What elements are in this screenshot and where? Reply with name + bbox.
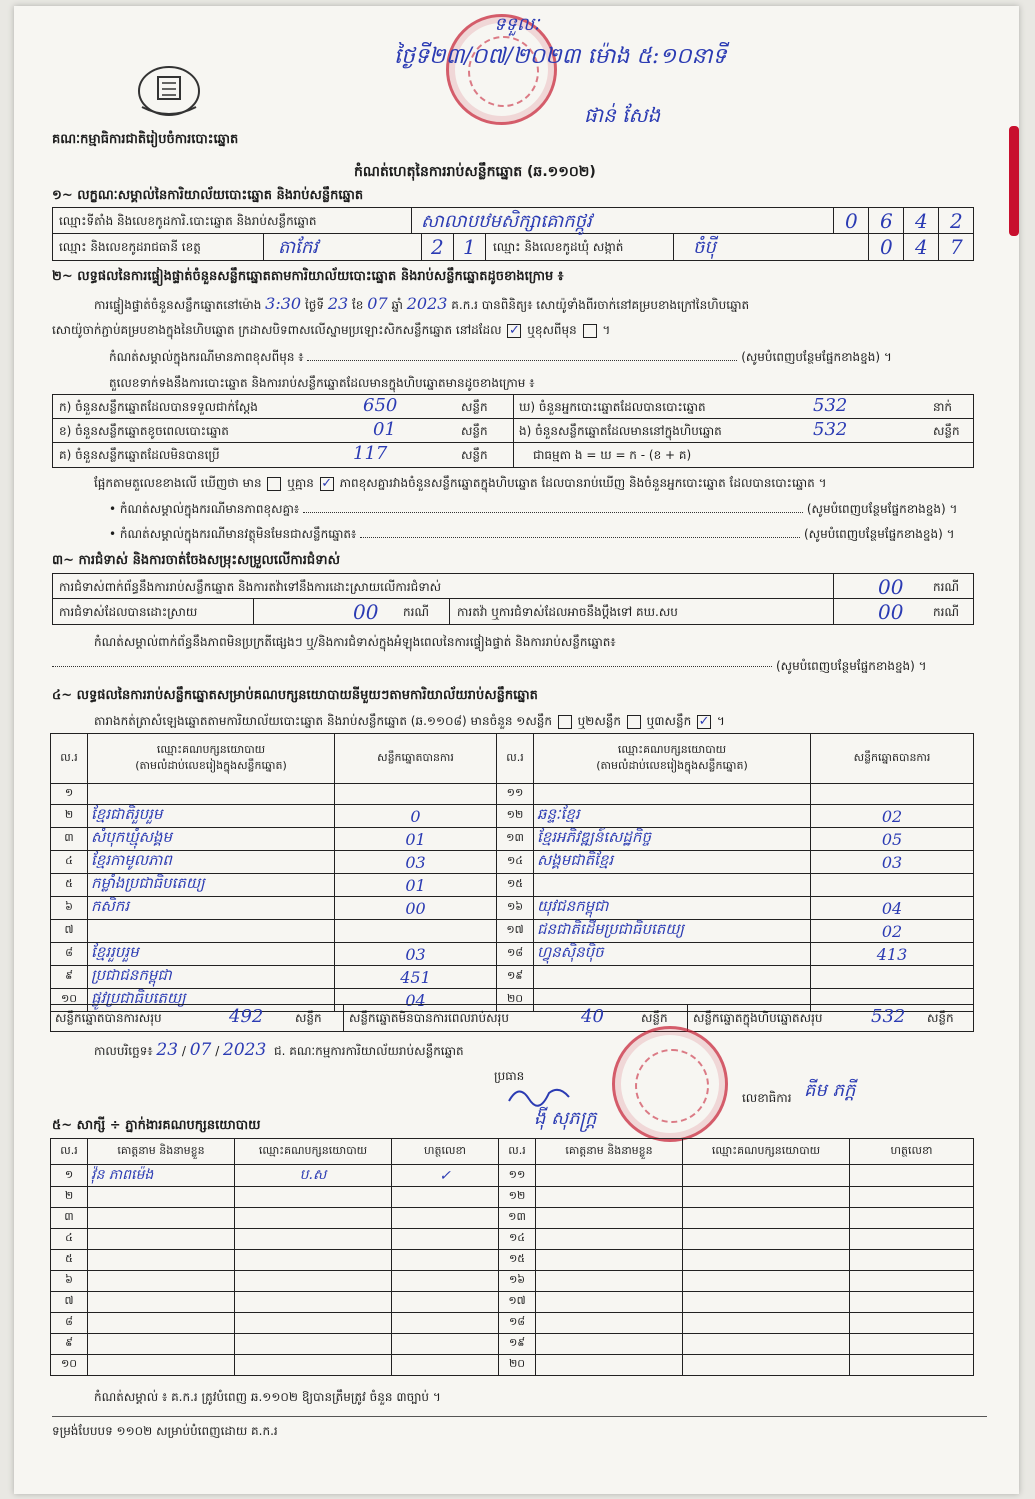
location-code-2: 6 — [880, 209, 893, 233]
party-votes: 02 — [811, 920, 974, 943]
object-bullet — [109, 526, 989, 544]
witness-no: ១២ — [499, 1187, 536, 1208]
witness-no: ១៣ — [499, 1208, 536, 1229]
province-code-1: 2 — [431, 235, 444, 259]
location-value: សាលាបឋមសិក្សាគោកថ្កូវ — [421, 211, 592, 232]
voters-label: ឃ) ចំនួនអ្នកបោះឆ្នោតដែលបានបោះឆ្នោត — [519, 400, 706, 414]
witness-party — [683, 1208, 850, 1229]
witness-no: ៨ — [51, 1313, 88, 1334]
diff-note-label: កំណត់សម្គាល់ក្នុងករណីមានភាពខុសពីមុន ៖ — [109, 350, 304, 364]
commune-value: ចំប៉ី — [693, 237, 716, 258]
witness-signature — [850, 1229, 974, 1250]
witness-name — [536, 1250, 683, 1271]
total-valid-unit: សន្លឹក — [295, 1011, 322, 1025]
col-no-right: ល.រ — [497, 734, 534, 784]
party-votes: 03 — [811, 851, 974, 874]
party-name — [534, 874, 811, 897]
chair-name: ង៉ី សុភក្រ្ត — [534, 1108, 597, 1129]
w-col-sign-right: ហត្ថលេខា — [850, 1139, 974, 1165]
party-name: ខ្មែរអភិវឌ្ឍន៍សេដ្ឋកិច្ច — [534, 828, 811, 851]
secretary-name: គីម ភក្តី — [804, 1080, 856, 1101]
col-party-right-title: ឈ្មោះគណបក្សនយោបាយ — [617, 742, 727, 756]
party-name: កម្លាំងប្រជាធិបតេយ្យ — [88, 874, 335, 897]
check-year-label: ឆ្នាំ — [391, 298, 403, 312]
date-label: កាលបរិច្ឆេទ៖ — [94, 1044, 153, 1058]
party-name: យុវជនកម្ពុជា — [534, 897, 811, 920]
check-month: 07 — [367, 294, 388, 313]
party-name — [88, 920, 335, 943]
witness-no: ១០ — [51, 1355, 88, 1376]
party-name: ផ្លូវប្រជាធិបតេយ្យ — [88, 989, 335, 1012]
witness-party — [235, 1229, 392, 1250]
party-name — [534, 784, 811, 805]
witness-no: ២០ — [499, 1355, 536, 1376]
party-rows — [51, 784, 974, 1012]
party-votes — [811, 966, 974, 989]
commune-label: ឈ្មោះ និងលេខកូដឃុំ សង្កាត់ — [493, 240, 624, 254]
party-no: ៣ — [51, 828, 88, 851]
tally-sheets-3: ឬ៣សន្លឹក — [646, 714, 692, 728]
witness-no: ៧ — [51, 1292, 88, 1313]
party-name: ខ្មែរកាមូលភាព — [88, 851, 335, 874]
diff-bullet-fill: (សូមបំពេញបន្ថែមផ្នែកខាងខ្នង) ។ — [806, 502, 958, 516]
table-row — [51, 920, 974, 943]
witness-no: ៣ — [51, 1208, 88, 1229]
figures-intro: តួលេខទាក់ទងនឹងការបោះឆ្នោត និងការរាប់សន្លឹកឆ្នោតដែលមានក្នុងហិបឆ្នោតមានដូចខាងក្រោម ៖ — [109, 376, 535, 390]
check-time: 3:30 — [265, 294, 302, 313]
witness-signature — [850, 1208, 974, 1229]
witness-name — [536, 1165, 683, 1187]
witness-signature — [850, 1313, 974, 1334]
figures-table — [52, 394, 974, 468]
section1-title: ១~ លក្ខណៈសម្គាល់នៃការិយាល័យបោះឆ្នោត និងរាប់សន្លឹកឆ្នោត — [52, 188, 364, 203]
unused-ballots-value: 117 — [353, 443, 388, 464]
party-votes — [811, 874, 974, 897]
objection-count-label: ការជំទាស់ពាក់ព័ន្ធនឹងការរាប់សន្លឹកឆ្នោត និងការតវ៉ាទៅនឹងការដោះស្រាយលើការជំទាស់ — [59, 580, 442, 594]
red-edge-mark — [1009, 126, 1019, 236]
secretary-label: លេខាធិការ — [742, 1091, 792, 1105]
table-row — [51, 1229, 974, 1250]
received-note: ថ្ងៃទី២៣/០៧/២០២៣ ម៉ោង ៥:១០នាទី — [394, 44, 727, 69]
witness-no: ១៩ — [499, 1334, 536, 1355]
appeal-unit: ករណី — [933, 605, 960, 619]
total-invalid-label: សន្លឹកឆ្នោតមិនបានការពេលរាប់សរុប — [349, 1011, 509, 1025]
party-name: ជនជាតិដើមប្រជាធិបតេយ្យ — [534, 920, 811, 943]
witness-signature — [850, 1165, 974, 1187]
party-no: ១១ — [497, 784, 534, 805]
commune-code-1: 0 — [880, 235, 893, 259]
section2-title: ២~ លទ្ធផលនៃការផ្ទៀងផ្ទាត់ចំនួនសន្លឹកឆ្នោតតាមការិយាល័យបោះឆ្នោត និងរាប់សន្លឹកឆ្នោតដូចខាងក្រោម ៖ — [52, 269, 564, 284]
party-votes: 00 — [335, 897, 497, 920]
witness-no: ៦ — [51, 1271, 88, 1292]
col-votes-left: សន្លឹកឆ្នោតបានការ — [335, 734, 497, 784]
party-no: ១៧ — [497, 920, 534, 943]
witness-name — [536, 1229, 683, 1250]
party-no: ២ — [51, 805, 88, 828]
org-name: គណៈកម្មាធិការជាតិរៀបចំការបោះឆ្នោត — [52, 132, 239, 147]
table-row — [51, 897, 974, 920]
date-line: កាលបរិច្ឆេទ៖ 23 / 07 / 2023 ជ. គណៈកម្មការការិយាល័យរាប់សន្លឹកឆ្នោត — [94, 1040, 464, 1060]
w-col-no-right: ល.រ — [499, 1139, 536, 1165]
witness-name — [88, 1313, 235, 1334]
table-row — [51, 1250, 974, 1271]
total-invalid-unit: សន្លឹក — [641, 1011, 668, 1025]
date-year: 2023 — [223, 1040, 267, 1060]
witness-party — [235, 1187, 392, 1208]
objection-count-unit: ករណី — [933, 580, 960, 594]
party-no: ១៥ — [497, 874, 534, 897]
seal-changed-text: ឬខុសពីមុន — [527, 323, 577, 337]
witness-signature: ✓ — [392, 1165, 499, 1187]
col-votes-right: សន្លឹកឆ្នោតបានការ — [811, 734, 974, 784]
appeal-label: ការតវ៉ា ឬការជំទាស់ដែលអាចនឹងប្ដឹងទៅ គឃ.សប — [457, 605, 678, 619]
witness-party — [683, 1250, 850, 1271]
witness-name — [88, 1187, 235, 1208]
resolved-unit: ករណី — [403, 605, 430, 619]
witness-name — [536, 1355, 683, 1376]
witness-party — [683, 1187, 850, 1208]
party-no: ១៨ — [497, 943, 534, 966]
witness-party — [683, 1229, 850, 1250]
witness-signature — [392, 1271, 499, 1292]
voters-value: 532 — [813, 395, 848, 416]
form-id: ទម្រង់បែបបទ ១១០២ សម្រាប់បំពេញដោយ គ.ក.រ — [52, 1424, 278, 1438]
w-col-party-right: ឈ្មោះគណបក្សនយោបាយ — [683, 1139, 850, 1165]
party-name — [88, 784, 335, 805]
party-no: ៩ — [51, 966, 88, 989]
witness-no: ១៧ — [499, 1292, 536, 1313]
witness-no: ១៤ — [499, 1229, 536, 1250]
section1-table — [52, 207, 974, 261]
check-time-label: ការផ្ទៀងផ្ទាត់ចំនួនសន្លឹកឆ្នោតនៅម៉ោង — [94, 298, 262, 312]
irregularity-note: កំណត់សម្គាល់ពាក់ព័ន្ធនឹងភាពមិនប្រក្រតីផ្សេងៗ ឬ/និងការជំទាស់ក្នុងអំឡុងពេលនៃការផ្ទៀងផ្ទាត់ និងការរាប់សន្លឹកឆ្នោត៖ — [94, 635, 616, 649]
date-month: 07 — [189, 1040, 212, 1060]
witness-name — [536, 1292, 683, 1313]
tally-sheets-line: តារាងកត់ត្រាសំឡេងឆ្នោតតាមការិយាល័យបោះឆ្នោត និងរាប់សន្លឹកឆ្នោត (ឆ.១១០៨) មានចំនួន ១សន្លឹក ឬ២សន្លឹក ឬ៣សន្លឹក ✓ ។ — [94, 713, 725, 729]
check-day-label: ថ្ងៃទី — [304, 298, 324, 312]
formula: ជាធម្មតា ង = ឃ = ក - (ខ + គ) — [533, 448, 692, 462]
total-valid-value: 492 — [229, 1006, 264, 1027]
resolved-label: ការជំទាស់ដែលបានដោះស្រាយ — [59, 605, 198, 619]
witness-party — [235, 1208, 392, 1229]
witness-signature — [850, 1355, 974, 1376]
party-no: ៨ — [51, 943, 88, 966]
witness-signature — [850, 1271, 974, 1292]
party-name: សង្គមជាតិខ្មែរ — [534, 851, 811, 874]
witness-signature — [392, 1229, 499, 1250]
tally-sheets-1: តារាងកត់ត្រាសំឡេងឆ្នោតតាមការិយាល័យបោះឆ្នោត និងរាប់សន្លឹកឆ្នោត (ឆ.១១០៨) មានចំនួន ១សន្លឹក — [94, 714, 552, 728]
witness-party: ប.ស — [235, 1165, 392, 1187]
witness-name — [88, 1355, 235, 1376]
w-col-sign-left: ហត្ថលេខា — [392, 1139, 499, 1165]
table-row — [51, 784, 974, 805]
location-code-3: 4 — [915, 209, 928, 233]
party-name: ហ្វុនស៊ិនប៉ិច — [534, 943, 811, 966]
party-name: ឆន្ទៈខ្មែរ — [534, 805, 811, 828]
unused-ballots-unit: សន្លឹក — [461, 448, 488, 462]
col-no-left: ល.រ — [51, 734, 88, 784]
party-votes: 0 — [335, 805, 497, 828]
party-name: សំបុកឃ្មុំសង្គម — [88, 828, 335, 851]
witness-name — [536, 1271, 683, 1292]
location-label: ឈ្មោះទីតាំង និងលេខកូដការិ.បោះឆ្នោត និងរាប់សន្លឹកឆ្នោត — [59, 214, 317, 228]
witness-party — [683, 1165, 850, 1187]
party-name: ខ្មែរជាតិរួបរួម — [88, 805, 335, 828]
witness-party — [235, 1271, 392, 1292]
objection-count-value: 00 — [878, 575, 904, 599]
party-votes: 413 — [811, 943, 974, 966]
spoiled-ballots-unit: សន្លឹក — [461, 424, 488, 438]
party-no: ១២ — [497, 805, 534, 828]
diff-note-fill: (សូមបំពេញបន្ថែមផ្នែកខាងខ្នង) ។ — [741, 350, 892, 364]
party-name: ប្រជាជនកម្ពុជា — [88, 966, 335, 989]
witness-party — [235, 1292, 392, 1313]
witness-party — [235, 1355, 392, 1376]
commune-code-2: 4 — [915, 235, 928, 259]
party-votes: 03 — [335, 851, 497, 874]
check-day: 23 — [327, 294, 349, 313]
received-ballots-unit: សន្លឹក — [461, 400, 488, 414]
witness-no: ១១ — [499, 1165, 536, 1187]
check-line-1 — [94, 294, 749, 315]
w-col-no-left: ល.រ — [51, 1139, 88, 1165]
witness-party — [683, 1334, 850, 1355]
received-ballots-value: 650 — [363, 395, 398, 416]
witness-no: ១៦ — [499, 1271, 536, 1292]
witness-name — [88, 1334, 235, 1355]
witness-signature — [392, 1208, 499, 1229]
table-row — [51, 1187, 974, 1208]
party-results-table — [50, 733, 974, 1012]
diff-bullet-label: • កំណត់សម្គាល់ក្នុងករណីមានភាពខុសគ្នា៖ — [109, 502, 300, 516]
table-row — [51, 851, 974, 874]
resolved-value: 00 — [353, 600, 379, 624]
witness-table — [50, 1138, 974, 1376]
witness-signature — [850, 1250, 974, 1271]
table-row — [51, 966, 974, 989]
party-no: ១៤ — [497, 851, 534, 874]
voters-unit: នាក់ — [933, 400, 953, 414]
witness-no: ៤ — [51, 1229, 88, 1250]
party-votes: 02 — [811, 805, 974, 828]
party-no: ៤ — [51, 851, 88, 874]
unused-ballots-label: គ) ចំនួនសន្លឹកឆ្នោតដែលមិនបានប្រើ — [59, 448, 220, 462]
witness-signature — [392, 1313, 499, 1334]
witness-party — [683, 1313, 850, 1334]
table-row — [51, 1292, 974, 1313]
party-no: ៦ — [51, 897, 88, 920]
ballots-in-box-value: 532 — [813, 419, 848, 440]
witness-name — [536, 1187, 683, 1208]
section5-title: ៥~ សាក្សី ÷ ភ្នាក់ងារគណបក្សនយោបាយ — [52, 1118, 261, 1133]
witness-party — [683, 1355, 850, 1376]
party-no: ១ — [51, 784, 88, 805]
red-seal-committee — [612, 1026, 728, 1142]
total-box-value: 532 — [871, 1006, 906, 1027]
diff-yes-checkbox[interactable] — [267, 477, 281, 491]
col-party-left — [88, 734, 335, 784]
seal-changed-checkbox[interactable] — [583, 324, 597, 338]
check-line-2: សោយ៉ូចាក់ភ្ជាប់គម្របខាងក្នុងនៃហិបឆ្នោត ក្រដាសបិទពាសលើស្នាមប្រឡោះសិកសន្លឹកឆ្នោត នៅដដែល ✓ ឬខុសពីមុន ។ — [52, 322, 611, 338]
irregularity-fill: (សូមបំពេញបន្ថែមផ្នែកខាងខ្នង) ។ — [776, 659, 927, 673]
col-party-left-title: ឈ្មោះគណបក្សនយោបាយ — [156, 742, 266, 756]
total-valid-label: សន្លឹកឆ្នោតបានការសរុប — [55, 1011, 162, 1025]
tally-1-checkbox[interactable] — [558, 715, 572, 729]
diff-note-line — [109, 349, 989, 367]
party-votes — [335, 784, 497, 805]
party-no: ១៦ — [497, 897, 534, 920]
totals-row — [50, 1004, 974, 1032]
witness-party — [683, 1271, 850, 1292]
total-box-label: សន្លឹកឆ្នោតក្នុងហិបឆ្នោតសរុប — [693, 1011, 823, 1025]
party-no: ១៩ — [497, 966, 534, 989]
table-row — [51, 1271, 974, 1292]
party-no: ១០ — [51, 989, 88, 1012]
witness-name — [536, 1334, 683, 1355]
table-row — [51, 1355, 974, 1376]
committee-label: ជ. គណៈកម្មការការិយាល័យរាប់សន្លឹកឆ្នោត — [273, 1044, 464, 1058]
party-votes: 04 — [335, 989, 497, 1012]
party-votes: 03 — [335, 943, 497, 966]
party-votes: 05 — [811, 828, 974, 851]
witness-no: ៥ — [51, 1250, 88, 1271]
party-votes — [811, 784, 974, 805]
party-name: ខ្មែររួបរួម — [88, 943, 335, 966]
table-row — [51, 874, 974, 897]
seal-intact-checkbox[interactable]: ✓ — [508, 322, 520, 338]
diff-rest: ភាពខុសគ្នារវាងចំនួនសន្លឹកឆ្នោតក្នុងហិបឆ្នោត ដែលបានរាប់ឃើញ និងចំនួនអ្នកបោះឆ្នោត ដែលបានបោះឆ្នោត ។ — [339, 476, 827, 490]
diff-line — [94, 475, 827, 493]
party-votes: 01 — [335, 874, 497, 897]
chair-signature-icon — [504, 1081, 574, 1111]
party-no: ៧ — [51, 920, 88, 943]
date-day: 23 — [156, 1040, 179, 1060]
tally-sheets-2: ឬ២សន្លឹក — [577, 714, 622, 728]
table-row — [51, 805, 974, 828]
objection-table — [52, 573, 974, 625]
tally-3-checkbox[interactable]: ✓ — [698, 713, 710, 729]
witness-party — [235, 1250, 392, 1271]
witness-signature — [850, 1292, 974, 1313]
witness-no: ១ — [51, 1165, 88, 1187]
party-no: ៥ — [51, 874, 88, 897]
total-invalid-value: 40 — [581, 1006, 604, 1027]
diff-no-text: ឬគ្មាន — [287, 476, 314, 490]
province-code-2: 1 — [463, 235, 476, 259]
seal-intact-text: សោយ៉ូចាក់ភ្ជាប់គម្របខាងក្នុងនៃហិបឆ្នោត ក្រដាសបិទពាសលើស្នាមប្រឡោះសិកសន្លឹកឆ្នោត នៅដដែល — [52, 323, 502, 337]
witness-name — [88, 1292, 235, 1313]
witness-name — [536, 1208, 683, 1229]
witness-party — [235, 1334, 392, 1355]
party-no: ១៣ — [497, 828, 534, 851]
table-row — [51, 1334, 974, 1355]
object-bullet-label: • កំណត់សម្គាល់ក្នុងករណីមានវត្ថុមិនមែនជាសន្លឹកឆ្នោត៖ — [109, 527, 357, 541]
witness-signature — [392, 1334, 499, 1355]
diff-no-checkbox[interactable]: ✓ — [321, 475, 333, 491]
table-row — [51, 1313, 974, 1334]
party-votes: 04 — [811, 897, 974, 920]
witness-signature — [850, 1187, 974, 1208]
party-votes: 01 — [335, 828, 497, 851]
table-row — [51, 943, 974, 966]
location-code-1: 0 — [845, 209, 858, 233]
col-party-right — [534, 734, 811, 784]
w-col-name-right: គោត្តនាម និងនាមខ្លួន — [536, 1139, 683, 1165]
tally-2-checkbox[interactable] — [627, 715, 641, 729]
ballots-in-box-unit: សន្លឹក — [933, 424, 960, 438]
witness-name — [88, 1208, 235, 1229]
witness-signature — [392, 1292, 499, 1313]
footnote: កំណត់សម្គាល់ ៖ គ.ក.រ ត្រូវបំពេញ ឆ.១១០២ ឱ្យបានត្រឹមត្រូវ ចំនួន ៣ច្បាប់ ។ — [94, 1390, 441, 1404]
witness-signature — [392, 1250, 499, 1271]
appeal-value: 00 — [878, 600, 904, 624]
received-ballots-label: ក) ចំនួនសន្លឹកឆ្នោតដែលបានទទួលជាក់ស្តែង — [59, 400, 258, 414]
spoiled-ballots-label: ខ) ចំនួនសន្លឹកឆ្នោតខូចពេលបោះឆ្នោត — [59, 424, 229, 438]
witness-signature — [850, 1334, 974, 1355]
witness-rows — [51, 1165, 974, 1376]
witness-name — [536, 1313, 683, 1334]
w-col-name-left: គោត្តនាម និងនាមខ្លួន — [88, 1139, 235, 1165]
diff-bullet — [109, 501, 989, 519]
check-line-rest: គ.ក.រ បានពិនិត្យ៖ សោយ៉ូទាំងពីរចាក់នៅគម្របខាងក្រៅនៃហិបឆ្នោត — [451, 298, 750, 312]
witness-signature — [392, 1187, 499, 1208]
party-name — [534, 966, 811, 989]
stamp-receipt-word: ទទួលៈ — [494, 14, 540, 35]
witness-no: ១៥ — [499, 1250, 536, 1271]
col-party-left-sub: (តាមលំដាប់លេខរៀងក្នុងសន្លឹកឆ្នោត) — [135, 758, 287, 772]
col-party-right-sub: (តាមលំដាប់លេខរៀងក្នុងសន្លឹកឆ្នោត) — [596, 758, 748, 772]
object-bullet-fill: (សូមបំពេញបន្ថែមផ្នែកខាងខ្នង) ។ — [803, 527, 955, 541]
province-label: ឈ្មោះ និងលេខកូដរាជធានី ខេត្ត — [59, 240, 201, 254]
witness-name — [88, 1271, 235, 1292]
witness-no: ៩ — [51, 1334, 88, 1355]
witness-no: ២ — [51, 1187, 88, 1208]
nec-emblem-icon — [134, 61, 204, 121]
party-no: ២០ — [497, 989, 534, 1012]
witness-signature — [392, 1355, 499, 1376]
location-code-4: 2 — [950, 209, 963, 233]
commune-code-3: 7 — [950, 235, 963, 259]
table-row — [51, 828, 974, 851]
province-value: តាកែវ — [278, 237, 318, 258]
received-name: ផាន់ សែង — [584, 103, 661, 127]
check-month-label: ខែ — [352, 298, 364, 312]
chair-label: ប្រធាន — [494, 1069, 525, 1083]
spoiled-ballots-value: 01 — [373, 419, 396, 440]
form-sheet — [14, 6, 1019, 1494]
witness-party — [683, 1292, 850, 1313]
table-row — [51, 1165, 974, 1187]
witness-name — [88, 1229, 235, 1250]
section4-title: ៤~ លទ្ធផលនៃការរាប់សន្លឹកឆ្នោតសម្រាប់គណបក្សនយោបាយនីមួយៗតាមការិយាល័យរាប់សន្លឹកឆ្នោត — [52, 688, 538, 703]
diff-has-text: ផ្អែកតាមតួលេខខាងលើ ឃើញថា មាន — [94, 476, 262, 490]
witness-no: ១៨ — [499, 1313, 536, 1334]
party-name: កសិករ — [88, 897, 335, 920]
witness-name: វ៉ុន ភាពម៉េង — [88, 1165, 235, 1187]
party-votes — [335, 920, 497, 943]
total-box-unit: សន្លឹក — [927, 1011, 954, 1025]
table-row — [51, 1208, 974, 1229]
ballots-in-box-label: ង) ចំនួនសន្លឹកឆ្នោតដែលមាននៅក្នុងហិបឆ្នោត — [519, 424, 722, 438]
w-col-party-left: ឈ្មោះគណបក្សនយោបាយ — [235, 1139, 392, 1165]
witness-name — [88, 1250, 235, 1271]
form-title: កំណត់ហេតុនៃការរាប់សន្លឹកឆ្នោត (ឆ.១១០២) — [354, 164, 596, 180]
section3-title: ៣~ ការជំទាស់ និងការចាត់ចែងសម្រុះសម្រួលលើការជំទាស់ — [52, 553, 340, 568]
witness-party — [235, 1313, 392, 1334]
party-votes: 451 — [335, 966, 497, 989]
check-year: 2023 — [406, 294, 448, 313]
